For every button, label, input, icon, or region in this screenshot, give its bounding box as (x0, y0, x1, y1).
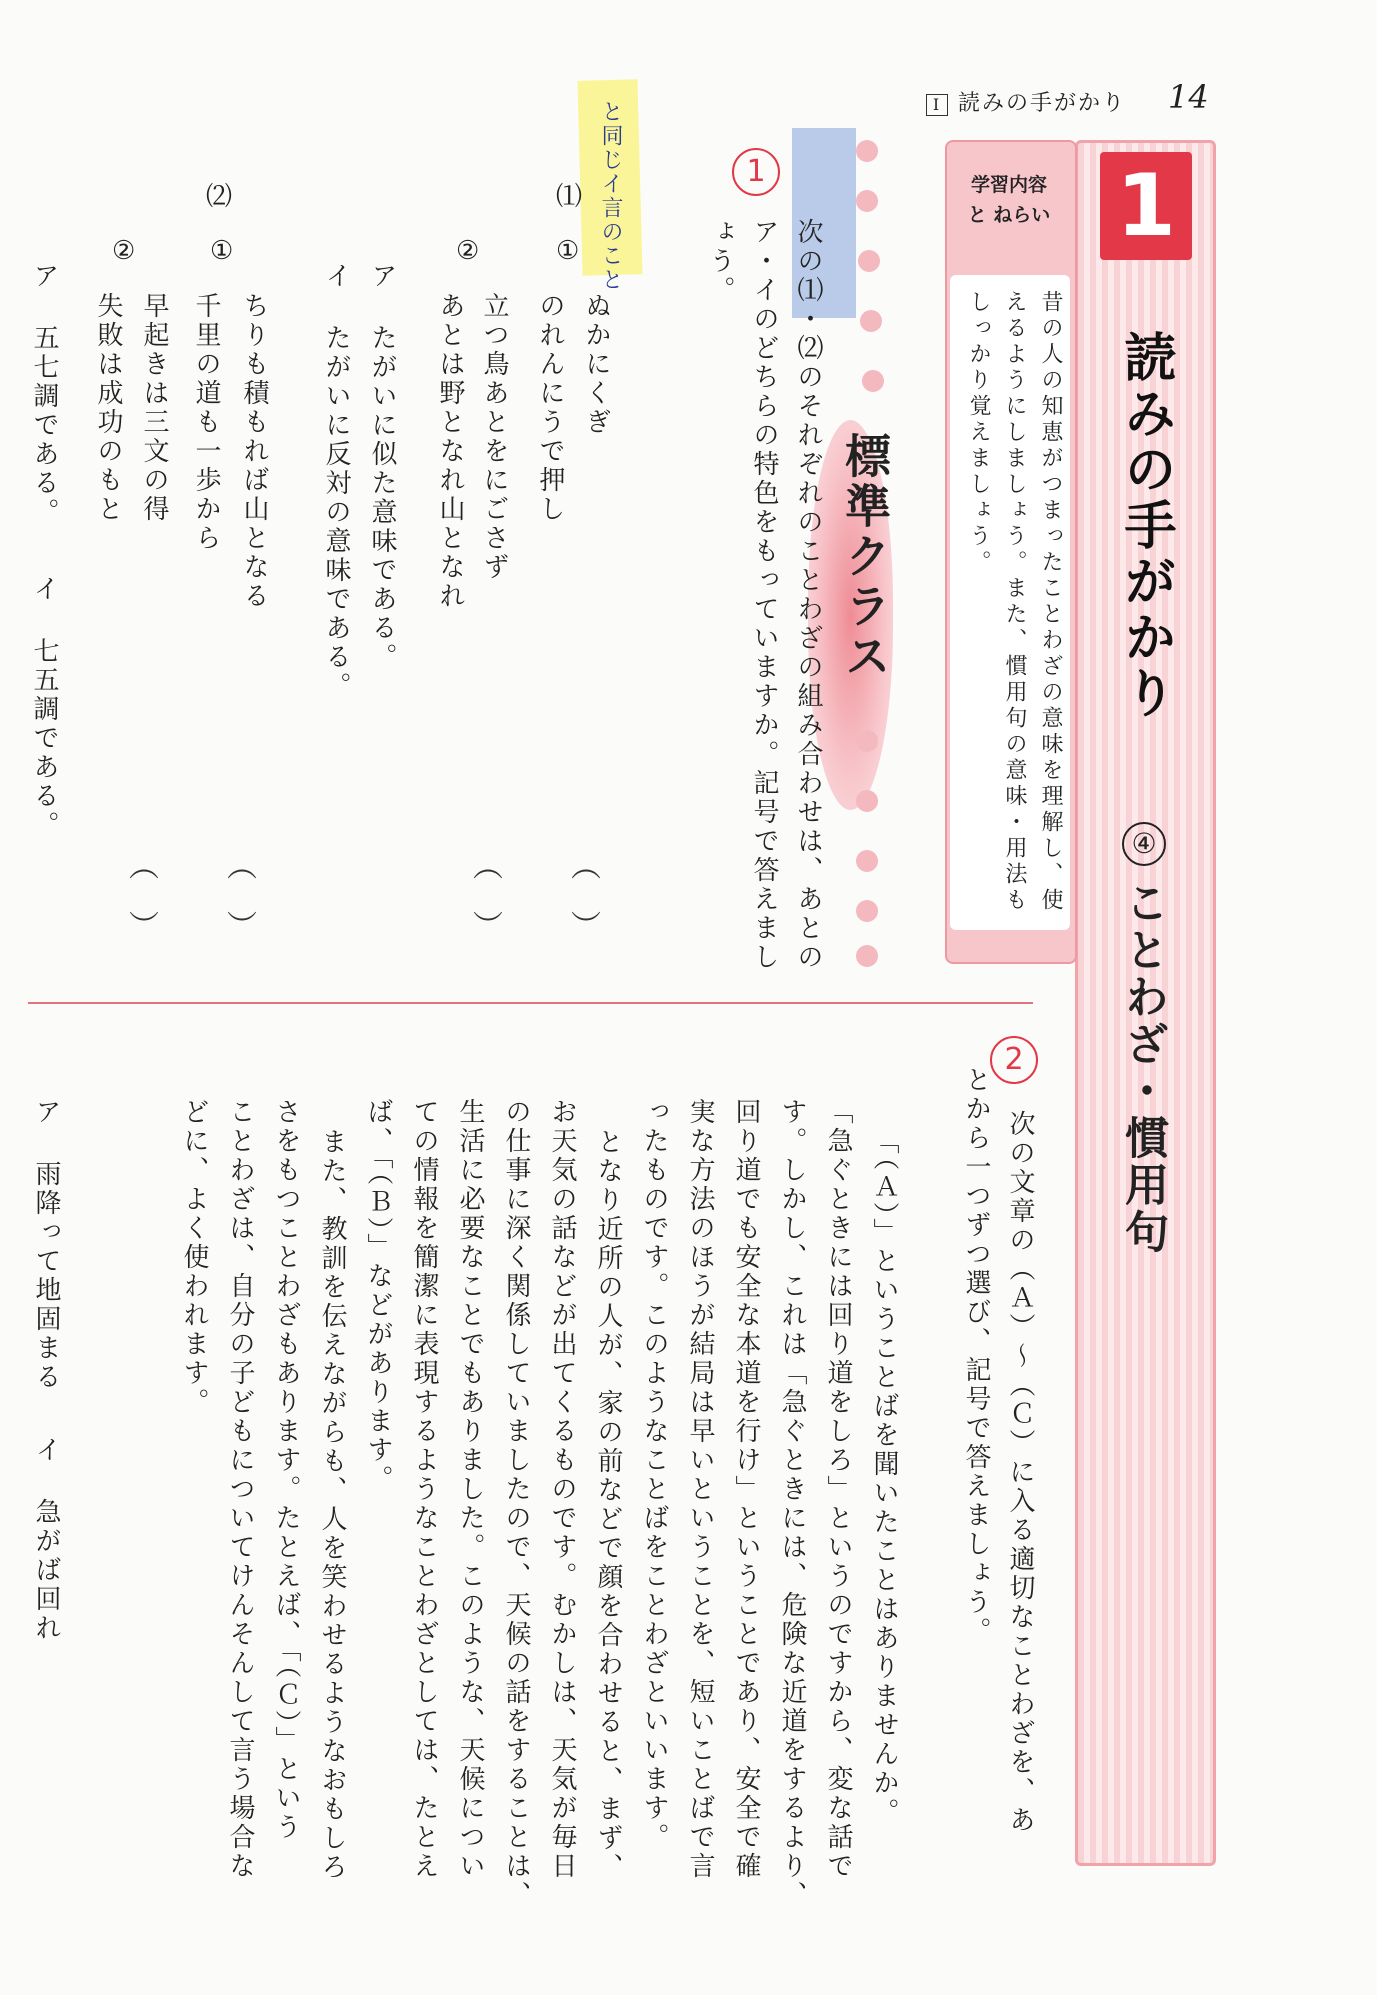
q2-choice-b: イ 急がば回れ (31, 1436, 61, 1643)
passage-line: ての情報を簡潔に表現するようなことわざとしては、たとえ (409, 1098, 439, 1881)
q1-part2-label: ⑵ (206, 182, 236, 212)
q2-instruction-line: 次の文章の（Ａ）〜（Ｃ）に入る適切なことわざを、あ (1005, 1110, 1035, 1835)
q1-part2-item3-mark: ② (112, 236, 139, 266)
running-title: 読みの手がかり (958, 91, 1127, 116)
passage-line: どに、よく使われます。 (179, 1098, 209, 1417)
class-label: 標準クラス (838, 432, 892, 682)
q1-part2-item1-mark: ① (210, 236, 237, 266)
q1-part1-item3: 立つ鳥あとをにごさず (479, 292, 509, 582)
lesson-title: ことわざ・慣用句 (1117, 880, 1168, 1256)
chapter-title: 読みの手がかり (1115, 330, 1175, 722)
passage-line: 「急ぐときには回り道をしろ」というのですから、変な話で (823, 1098, 853, 1881)
decor-dot (856, 945, 878, 967)
answer-blank[interactable]: （ ） (123, 850, 158, 940)
passage-line: 実な方法のほうが結局は早いということを、短いことばで言 (685, 1098, 715, 1881)
decor-dot (856, 790, 878, 812)
passage-line: さをもつことわざもあります。たとえば、「（Ｃ）」という (271, 1098, 301, 1842)
sticky-note-handwriting: と同じイ言のこと (598, 100, 623, 292)
passage-line: 「（Ａ）」ということばを聞いたことはありませんか。 (869, 1128, 899, 1827)
decor-dot (862, 370, 884, 392)
q1-part2-option-a: ア 五七調である。 (29, 262, 59, 527)
passage-line: また、教訓を伝えながらも、人を笑わせるようなおもしろ (317, 1128, 347, 1882)
lesson-number: ④ (1122, 822, 1166, 866)
q1-part1-item1-mark: ① (556, 236, 583, 266)
q1-part1-item1: ぬかにくぎ (581, 292, 611, 437)
decor-dot (856, 190, 878, 212)
passage-line: ことわざは、自分の子どもについてけんそんして言う場合な (225, 1098, 255, 1881)
decor-dot (858, 250, 880, 272)
goals-label: 学習内容 と ねらい (967, 174, 1051, 226)
answer-blank[interactable]: （ ） (467, 850, 502, 940)
q1-instruction: 次の⑴・⑵のそれぞれのことわざの組み合わせは、あとのア・イのどちらの特色をもっていますか。記号で答えましょう。 (705, 218, 823, 972)
q1-part1-item4: あとは野となれ山となれ (435, 292, 465, 611)
q1-part2-item3: 早起きは三文の得 (139, 292, 169, 524)
q1-part2-item4: 失敗は成功のもと (93, 292, 123, 524)
q2-choice-a: ア 雨降って地固まる (31, 1098, 61, 1392)
q2-number: 2 (990, 1036, 1038, 1084)
passage-line: 生活に必要なことでもありました。このような、天候につい (455, 1098, 485, 1881)
q1-part1-option-b: イ たがいに反対の意味である。 (321, 262, 351, 701)
page-number: 14 (1168, 78, 1209, 116)
passage-line: お天気の話などが出てくるものです。むかしは、天気が毎日 (547, 1098, 577, 1881)
q1-part1-option-a: ア たがいに似た意味である。 (367, 262, 397, 672)
passage-line: ったものです。このようなことばをことわざといいます。 (639, 1098, 669, 1852)
answer-blank[interactable]: （ ） (221, 850, 256, 940)
unit-box: Ⅰ (926, 94, 948, 116)
decor-dot (860, 310, 882, 332)
q1-number: 1 (732, 148, 780, 196)
passage-line: となり近所の人が、家の前などで顔を合わせると、まず、 (593, 1128, 623, 1882)
passage-line: ば、「（Ｂ）」などがあります。 (363, 1098, 393, 1494)
decor-dot (856, 730, 878, 752)
decor-dot (856, 140, 878, 162)
answer-blank[interactable]: （ ） (565, 850, 600, 940)
q1-part1-label: ⑴ (556, 182, 586, 212)
q1-part2-item1: ちりも積もれば山となる (239, 292, 269, 611)
q1-part2-item2: 千里の道も一歩から (191, 292, 221, 553)
decor-dot (856, 850, 878, 872)
passage-line: す。しかし、これは「急ぐときには、危険な近道をするより、 (777, 1098, 807, 1910)
goals-text: 昔の人の知恵がつまったことわざの意味を理解し、使えるようにしましょう。また、慣用句の意味・用法もしっかり覚えましょう。 (966, 290, 1063, 914)
passage-line: 回り道でも安全な本道を行け」ということであり、安全で確 (731, 1098, 761, 1881)
chapter-number: 1 (1100, 152, 1192, 260)
q1-part2-option-b: イ 七五調である。 (29, 575, 59, 840)
running-head (926, 86, 1126, 117)
q1-part1-item3-mark: ② (456, 236, 483, 266)
passage-line: の仕事に深く関係していましたので、天候の話をすることは、 (501, 1098, 531, 1910)
q1-part1-item2: のれんにうで押し (535, 292, 565, 524)
decor-dot (856, 900, 878, 922)
section-divider (28, 1002, 1033, 1004)
q2-instruction-line: とから一つずつ選び、記号で答えましょう。 (961, 1066, 991, 1646)
